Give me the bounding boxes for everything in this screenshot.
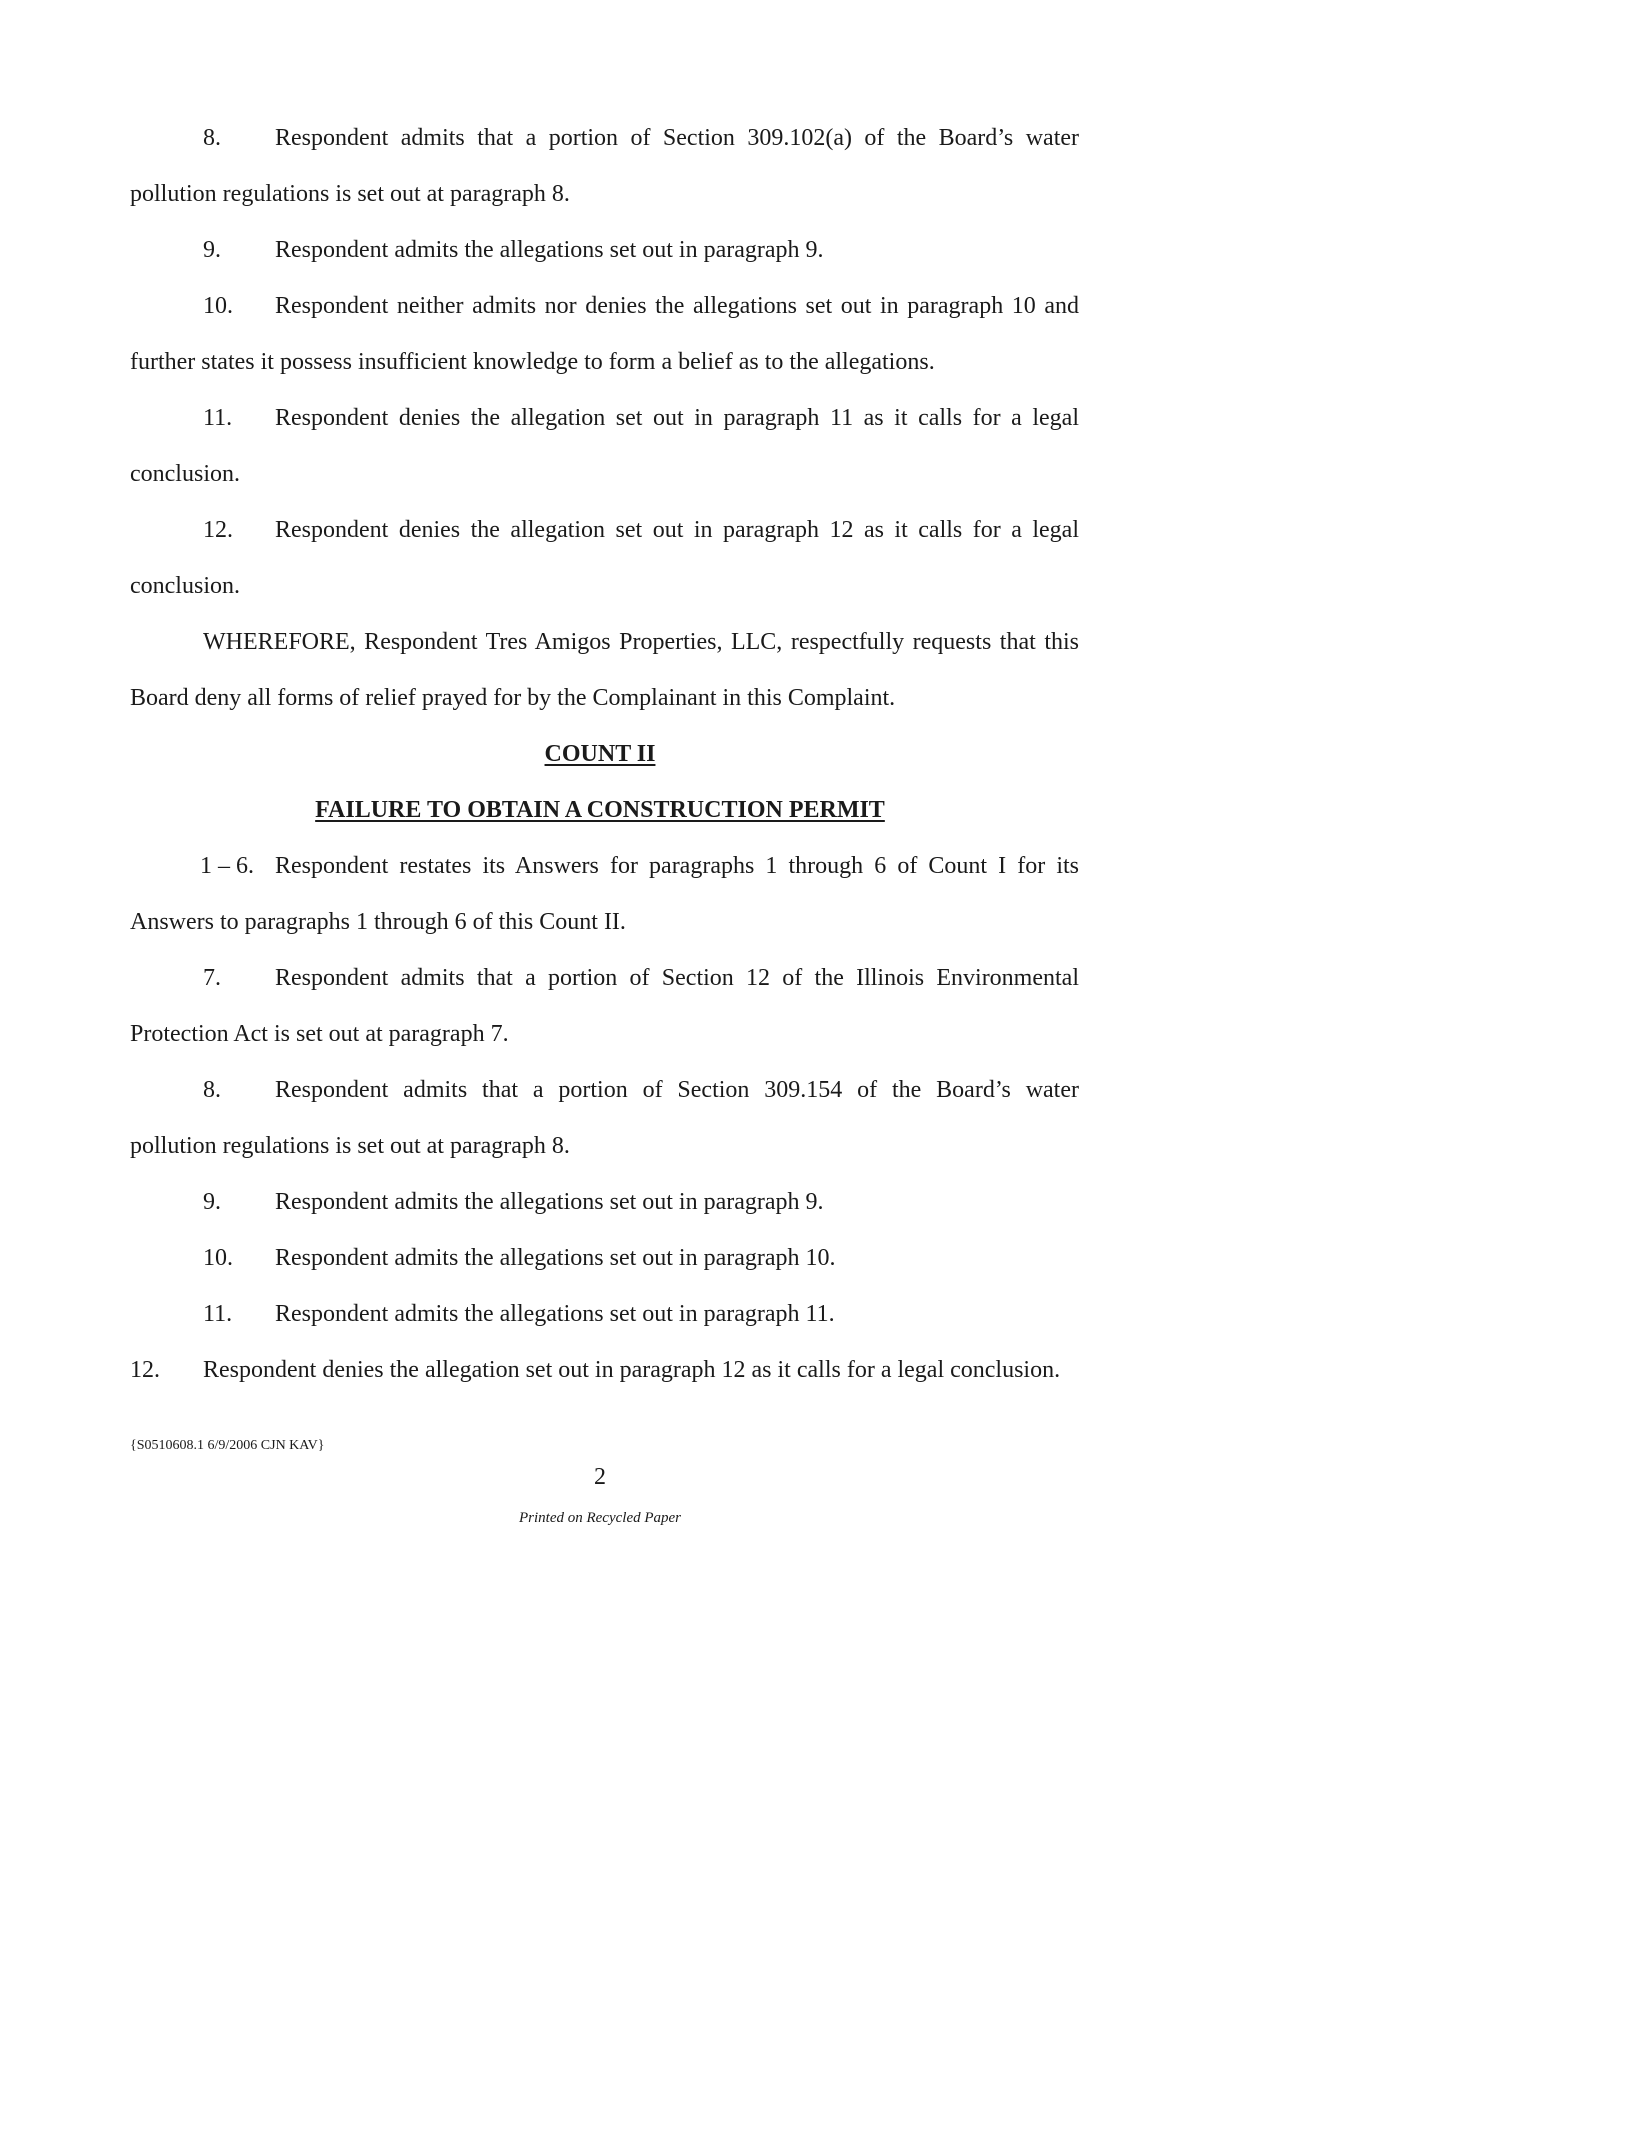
paragraph-number: 10.: [203, 293, 233, 319]
wherefore-clause: WHEREFORE, Respondent Tres Amigos Properties, LLC, respectfully requests that this: [203, 629, 1079, 655]
paragraph-text: Respondent denies the allegation set out in paragraph 12 as it calls for a legal conclusion.: [203, 1357, 1061, 1383]
paragraph-number: 9.: [203, 237, 221, 263]
paragraph-text: further states it possess insufficient knowledge to form a belief as to the allegations.: [130, 349, 935, 375]
recycled-paper-note: Printed on Recycled Paper: [518, 1510, 682, 1526]
page-number: 2: [594, 1464, 606, 1490]
paragraph-number: 1 – 6.: [200, 853, 254, 879]
paragraph-text: Respondent admits that a portion of Section 12 of the Illinois Environmental: [275, 965, 1079, 991]
paragraph-number: 11.: [203, 405, 233, 431]
paragraph-text: Respondent admits the allegations set out in paragraph 11.: [275, 1301, 835, 1327]
paragraph-text: pollution regulations is set out at paragraph 8.: [130, 181, 570, 207]
paragraph-text: pollution regulations is set out at paragraph 8.: [130, 1133, 570, 1159]
paragraph-text: Respondent neither admits nor denies the allegations set out in paragraph 10 and: [275, 293, 1079, 319]
paragraph-text: Respondent admits the allegations set out in paragraph 10.: [275, 1245, 836, 1271]
paragraph-text: Respondent restates its Answers for paragraphs 1 through 6 of Count I for its: [275, 853, 1079, 879]
wherefore-clause: Board deny all forms of relief prayed for by the Complainant in this Complaint.: [130, 685, 896, 711]
paragraph-number: 8.: [203, 1077, 221, 1103]
paragraph-number: 7.: [203, 965, 221, 991]
paragraph-number: 10.: [203, 1245, 233, 1271]
paragraph-text: conclusion.: [130, 573, 240, 599]
paragraph-text: Respondent denies the allegation set out in paragraph 12 as it calls for a legal: [275, 517, 1079, 543]
count-subheading: FAILURE TO OBTAIN A CONSTRUCTION PERMIT: [315, 797, 885, 823]
paragraph-text: Respondent admits the allegations set out in paragraph 9.: [275, 1189, 824, 1215]
paragraph-text: Protection Act is set out at paragraph 7.: [130, 1021, 509, 1047]
paragraph-number: 12.: [203, 517, 233, 543]
paragraph-number: 11.: [203, 1301, 233, 1327]
paragraph-text: Respondent admits that a portion of Section 309.102(a) of the Board’s water: [275, 125, 1079, 151]
paragraph-text: Respondent denies the allegation set out in paragraph 11 as it calls for a legal: [275, 405, 1079, 431]
paragraph-number: 9.: [203, 1189, 221, 1215]
paragraph-text: Respondent admits that a portion of Section 309.154 of the Board’s water: [275, 1077, 1079, 1103]
paragraph-text: Answers to paragraphs 1 through 6 of this Count II.: [130, 909, 626, 935]
paragraph-text: Respondent admits the allegations set out in paragraph 9.: [275, 237, 824, 263]
count-heading: COUNT II: [544, 741, 656, 767]
paragraph-number: 12.: [130, 1357, 160, 1383]
paragraph-number: 8.: [203, 125, 221, 151]
paragraph-text: conclusion.: [130, 461, 240, 487]
document-id: {S0510608.1 6/9/2006 CJN KAV}: [130, 1438, 325, 1453]
